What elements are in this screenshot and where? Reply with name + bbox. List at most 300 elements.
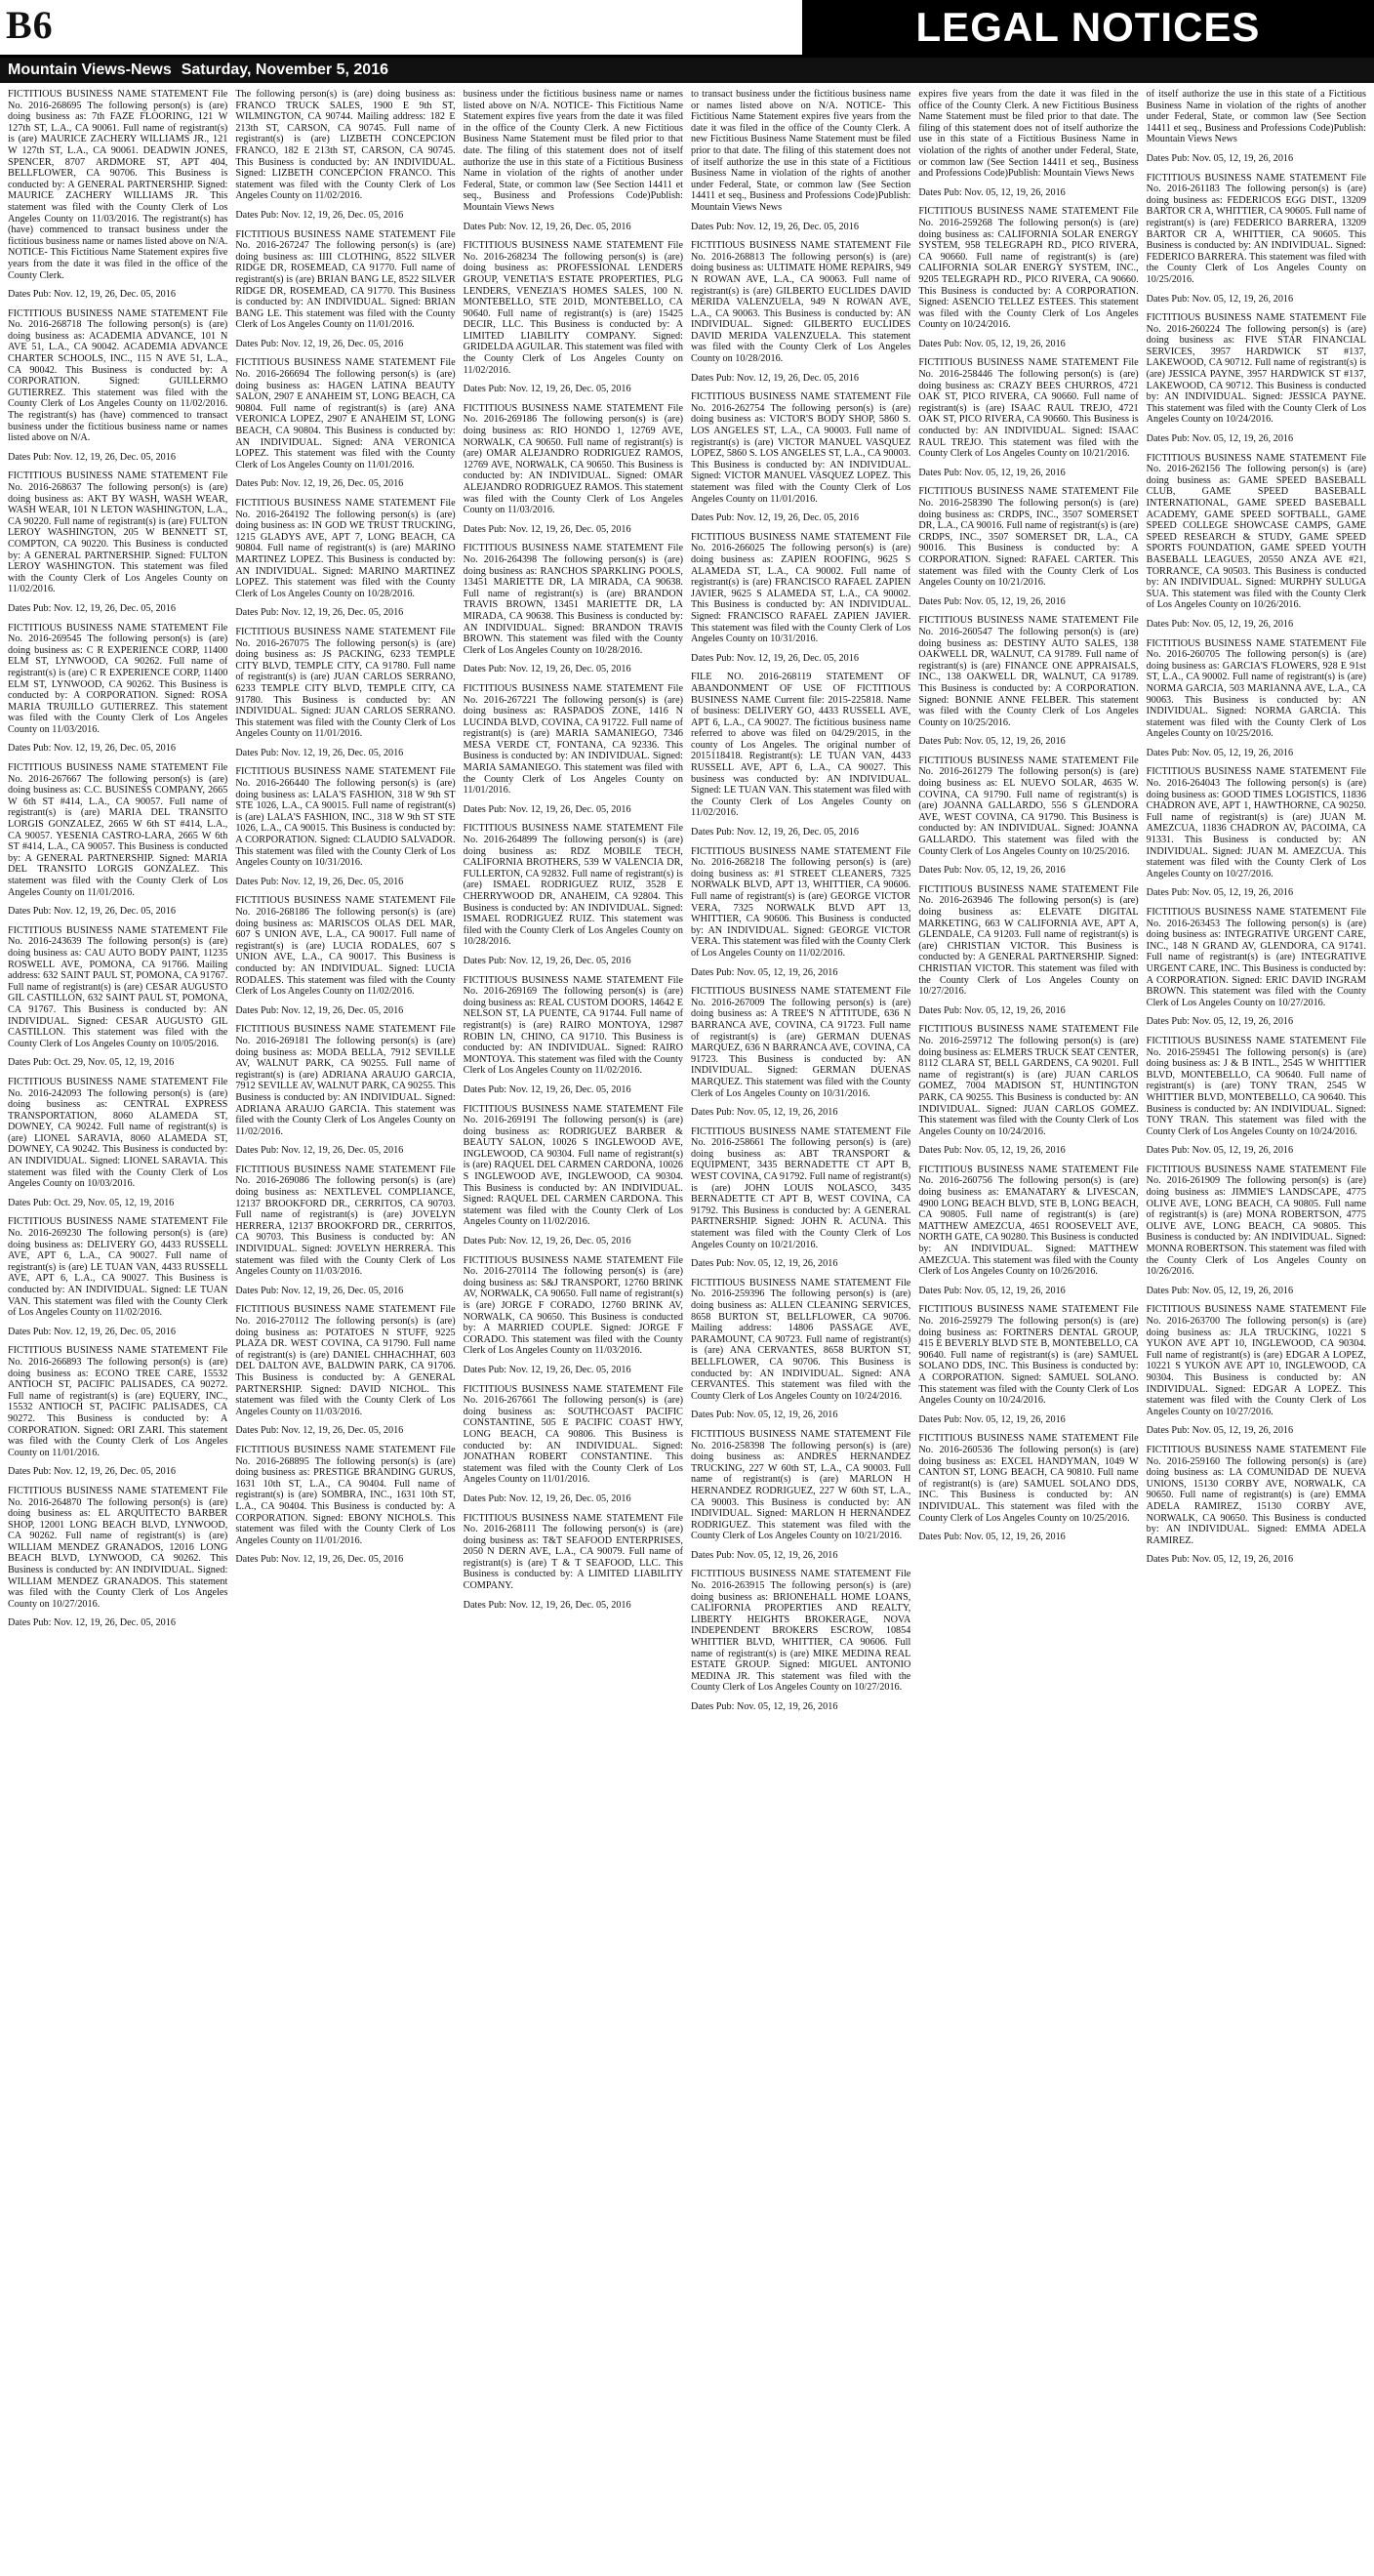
notice-heading: Dates Pub: Nov. 12, 19, 26, Dec. 05, 2016	[235, 1285, 404, 1296]
legal-notice	[1147, 173, 1366, 286]
notice-body: expires five years from the date it was filed in the office of the County Clerk. A new Fictitious Business Name Statement must be filed prior to that date. The filing of this statement does not of itself authorize the use in this state of a Fictitious Business Name in violation of the rights of another under Federal, State, or common law (See Section 14411 et seq., Business and Professions Code)Publish: Mountain Views News	[918, 89, 1139, 180]
legal-notice	[464, 664, 683, 675]
legal-notice	[1147, 766, 1366, 879]
legal-notice	[235, 229, 455, 331]
notice-heading: Dates Pub: Nov. 05, 12, 19, 26, 2016	[690, 966, 838, 978]
notice-body: The following person(s) is (are) doing business as: SOUTHCOAST PACIFIC CONSTANTINE, 505 E PACIFIC COAST HWY, LONG BEACH, CA 90806. This Business is conducted by: AN INDIVIDUAL. Signed: JONATHAN ROBERT CONSTANTINE. This statement was filed with the County Clerk of Los Angeles County on 11/01/2016.	[463, 1395, 683, 1486]
notice-heading: FICTITIOUS BUSINESS NAME STATEMENT File No. 2016-259451	[1146, 1035, 1366, 1058]
legal-notice	[235, 339, 455, 350]
legal-notice	[464, 384, 683, 395]
notice-heading: FICTITIOUS BUSINESS NAME STATEMENT File No. 2016-263700	[1146, 1304, 1366, 1327]
notice-heading: FICTITIOUS BUSINESS NAME STATEMENT File No. 2016-269181	[235, 1024, 456, 1046]
notice-heading: Dates Pub: Nov. 05, 12, 19, 26, 2016	[1146, 1285, 1294, 1296]
notice-column	[464, 89, 683, 2568]
notice-body: The following person(s) is (are) doing business as: FEDERICOS EGG DIST., 13209 BARTOR CR A, WHITTIER, CA 90605. Full name of registrant(s) is (are) FEDERICO BARRERA, 13209 BARTOR CR A, WHITTIER, CA 90605. This Business is conducted by: AN INDIVIDUAL. Signed: FEDERICO BARRERA. This statement was filed with the County Clerk of Los Angeles County on 10/25/2016.	[1146, 184, 1366, 285]
notice-heading: FICTITIOUS BUSINESS NAME STATEMENT File No. 2016-263453	[1146, 907, 1366, 929]
legal-notice	[918, 596, 1138, 608]
page-number: B6	[6, 3, 54, 47]
notices-columns	[0, 83, 1374, 2568]
legal-notice	[691, 1410, 910, 1421]
legal-notice	[918, 615, 1138, 728]
notice-heading: FICTITIOUS BUSINESS NAME STATEMENT File No. 2016-264899	[463, 823, 683, 846]
notice-heading: FICTITIOUS BUSINESS NAME STATEMENT File No. 2016-270114	[463, 1254, 683, 1278]
notice-heading: FICTITIOUS BUSINESS NAME STATEMENT File No. 2016-268186	[235, 895, 456, 918]
notice-heading: Dates Pub: Nov. 12, 19, 26, Dec. 05, 2016	[463, 384, 631, 395]
notice-body: The following person(s) is (are) doing business as: CRDPS, INC., 3507 SOMERSET DR, L.A., CA 90016. Full name of registrant(s) is (are) CRDPS, INC., 3507 SOMERSET DR, L.A., CA 90016. This Business is conducted by: A CORPORATION. Signed: RAFAEL CARTER. This statement was filed with the County Clerk of Los Angeles County on 10/21/2016.	[918, 498, 1139, 589]
notice-heading: Dates Pub: Nov. 12, 19, 26, Dec. 05, 2016	[463, 1084, 631, 1095]
legal-notice	[1147, 433, 1366, 445]
notice-heading: FICTITIOUS BUSINESS NAME STATEMENT File No. 2016-242093	[8, 1076, 228, 1099]
legal-notice	[464, 524, 683, 536]
notice-heading: FICTITIOUS BUSINESS NAME STATEMENT File No. 2016-266440	[235, 766, 456, 790]
notice-heading: FICTITIOUS BUSINESS NAME STATEMENT File No. 2016-266893	[8, 1345, 228, 1368]
section-title: LEGAL NOTICES	[915, 4, 1261, 50]
notice-heading: FICTITIOUS BUSINESS NAME STATEMENT File No. 2016-259712	[918, 1024, 1139, 1046]
notice-heading: FICTITIOUS BUSINESS NAME STATEMENT File No. 2016-268218	[690, 845, 911, 869]
legal-notice	[691, 1258, 910, 1270]
legal-notice	[464, 1104, 683, 1229]
notice-heading: FICTITIOUS BUSINESS NAME STATEMENT File No. 2016-259279	[918, 1304, 1139, 1327]
notice-heading: Dates Pub: Nov. 12, 19, 26, Dec. 05, 2016	[235, 607, 404, 619]
notice-column	[918, 89, 1138, 2568]
notice-body: The following person(s) is (are) doing business as: MARISCOS OLAS DEL MAR, 607 S UNION AVE, L.A., CA 90017. Full name of registrant(s) is (are) LUCIA RODALES, 607 S UNION AVE, L.A., CA 90017. This Business is conducted by: AN INDIVIDUAL. Signed: LUCIA RODALES. This statement was filed with the County Clerk of Los Angeles County on 11/02/2016.	[235, 907, 456, 998]
legal-notice	[464, 89, 683, 214]
notice-heading: Dates Pub: Nov. 12, 19, 26, Dec. 05, 2016	[463, 221, 631, 232]
notice-body: The following person(s) is (are) doing business as: T&T SEAFOOD ENTERPRISES, 2050 N DERN AVE, L.A., CA 90079. Full name of registrant(s) is (are) T & T SEAFOOD, LLC. This Business is conducted by: A LIMITED LIABILITY COMPANY.	[463, 1524, 683, 1592]
legal-notice	[235, 1005, 455, 1017]
legal-notice	[8, 308, 227, 444]
notice-heading: Dates Pub: Nov. 12, 19, 26, Dec. 05, 2016	[235, 747, 404, 758]
legal-notice	[8, 1466, 227, 1478]
legal-notice	[8, 452, 227, 464]
legal-notice	[464, 1084, 683, 1096]
section-title-banner	[802, 0, 1374, 55]
notice-body: The following person(s) is (are) doing business as: FORTNERS DENTAL GROUP, 415 E BEVERLY BLVD STE B, MONTEBELLO, CA 90640. Full name of registrant(s) is (are) SAMUEL SOLANO DDS, INC. This Business is conducted by: A CORPORATION. Signed: SAMUEL SOLANO. This statement was filed with the County Clerk of Los Angeles County on 10/24/2016.	[918, 1316, 1139, 1407]
notice-heading: Dates Pub: Nov. 12, 19, 26, Dec. 05, 2016	[463, 523, 631, 535]
notice-body: The following person(s) is (are) doing business as: EXCEL HANDYMAN, 1049 W CANTON ST, LONG BEACH, CA 90810. Full name of registrant(s) is (are) SAMUEL SOLANO DDS, INC. This Business is conducted by: AN INDIVIDUAL. This statement was filed with the County Clerk of Los Angeles County on 10/25/2016.	[918, 1444, 1139, 1524]
legal-notice	[918, 1165, 1138, 1278]
notice-body: The following person(s) is (are) doing business as: PRESTIGE BRANDING GURUS, 1631 10th ST, L.A., CA 90404. Full name of registrant(s) is (are) SOMBRA, INC., 1631 10th ST, L.A., CA 90404. This Business is conducted by: A CORPORATION. Signed: EBONY NICHOLS. This statement was filed with the County Clerk of Los Angeles County on 11/01/2016.	[235, 1455, 456, 1546]
notice-heading: Dates Pub: Nov. 05, 12, 19, 26, 2016	[918, 338, 1066, 349]
legal-notice	[235, 877, 455, 888]
notice-body: Current file: 2015-225818. Name of business: DELIVERY GO, 4433 RUSSELL AVE, APT 6, L.A., CA 90027. The fictitious business name referred to above was filed on 04/29/2015, in the county of Los Angeles. The original number of 2015118418. Registrant(s): LE TUAN VAN, 4433 RUSSELL AVE, APT 6, L.A., CA 90027. This business was conducted by: AN INDIVIDUAL. Signed: LE TUAN VAN. This statement was filed with the County Clerk of Los Angeles County on 11/02/2016.	[690, 694, 911, 819]
legal-notice	[1147, 1445, 1366, 1546]
notice-heading: FICTITIOUS BUSINESS NAME STATEMENT File No. 2016-267667	[8, 762, 228, 785]
notice-heading: Dates Pub: Nov. 12, 19, 26, Dec. 05, 2016	[690, 372, 859, 384]
notice-body: The following person(s) is (are) doing business as: RODRIGUEZ BARBER & BEAUTY SALON, 10026 S INGLEWOOD AVE, INGLEWOOD, CA 90304. Full name of registrant(s) is (are) RAQUEL DEL CARMEN CARDONA, 10026 S INGLEWOOD AVE, INGLEWOOD, CA 90304. This Business is conducted by: AN INDIVIDUAL. Signed: RAQUEL DEL CARMEN CARDONA. This statement was filed with the County Clerk of Los Angeles County on 11/02/2016.	[463, 1115, 683, 1228]
legal-notice	[464, 975, 683, 1077]
notice-heading: Dates Pub: Nov. 05, 12, 19, 26, 2016	[1146, 293, 1294, 305]
notice-heading: Dates Pub: Nov. 12, 19, 26, Dec. 05, 2016	[690, 652, 859, 664]
legal-notice	[464, 823, 683, 948]
notice-heading: Dates Pub: Nov. 12, 19, 26, Dec. 05, 2016	[235, 1004, 404, 1016]
notice-heading: FICTITIOUS BUSINESS NAME STATEMENT File No. 2016-260705	[1146, 637, 1366, 661]
notice-heading: FICTITIOUS BUSINESS NAME STATEMENT File No. 2016-270112	[235, 1304, 456, 1327]
legal-notice	[1147, 887, 1366, 899]
notice-body: The following person(s) is (are) doing business as: EL ARQUITECTO BARBER SHOP, 12001 LONG BEACH BLVD, LYNWOOD, CA 90262. Full name of registrant(s) is (are) WILLIAM MENDEZ GRANADOS, 12016 LONG BEACH BLVD, LYNWOOD, CA 90262. This Business is conducted by: AN INDIVIDUAL. Signed: WILLIAM MENDEZ GRANADOS. This statement was filed with the County Clerk of Los Angeles County on 10/27/2016.	[8, 1496, 228, 1610]
notice-heading: FICTITIOUS BUSINESS NAME STATEMENT File No. 2016-268718	[8, 307, 228, 331]
legal-notice	[8, 1077, 227, 1190]
notice-heading: Dates Pub: Nov. 05, 12, 19, 26, 2016	[690, 1107, 838, 1119]
notice-heading: Dates Pub: Nov. 12, 19, 26, Dec. 05, 2016	[8, 743, 176, 755]
legal-notice	[8, 906, 227, 918]
legal-notice	[691, 1126, 910, 1251]
notice-body: The following person(s) is (are) doing business as: S&J TRANSPORT, 12760 BRINK AV, NORWALK, CA 90650. Full name of registrant(s) is (are) JORGE F CORADO, 12760 BRINK AV, NORWALK, CA 90650. This Business is conducted by: A MARRIED COUPLE. Signed: JORGE F CORADO. This statement was filed with the County Clerk of Los Angeles County on 11/03/2016.	[463, 1266, 683, 1357]
legal-notice	[1147, 1145, 1366, 1157]
notice-heading: Dates Pub: Nov. 05, 12, 19, 26, 2016	[1146, 1425, 1294, 1437]
notice-body: The following person(s) is (are) doing business as: JS PACKING, 6233 TEMPLE CITY BLVD, TEMPLE CITY, CA 91780. Full name of registrant(s) is (are) JUAN CARLOS SERRANO, 6233 TEMPLE CITY BLVD, TEMPLE CITY, CA 91780. This Business is conducted by: AN INDIVIDUAL. Signed: JUAN CARLOS SERRANO. This statement was filed with the County Clerk of Los Angeles County on 11/01/2016.	[235, 637, 456, 740]
notice-body: The following person(s) is (are) doing business as: CRAZY BEES CHURROS, 4721 OAK ST, PICO RIVERA, CA 90660. Full name of registrant(s) is (are) ISAAC RAUL TREJO, 4721 OAK ST, PICO RIVERA, CA 90660. This Business is conducted by: AN INDIVIDUAL. Signed: ISAAC RAUL TREJO. This statement was filed with the County Clerk of Los Angeles County on 10/21/2016.	[918, 369, 1139, 460]
legal-notice	[691, 89, 910, 214]
legal-notice	[235, 210, 455, 222]
notice-body: The following person(s) is (are) doing business as: ZAPIEN ROOFING, 9625 S ALAMEDA ST, L.A., CA 90002. Full name of registrant(s) is (are) FRANCISCO RAFAEL ZAPIEN JAVIER, 9625 S ALAMEDA ST, L.A., CA 90002. This Business is conducted by: AN INDIVIDUAL. Signed: FRANCISCO RAFAEL ZAPIEN JAVIER. This statement was filed with the County Clerk of Los Angeles County on 10/31/2016.	[690, 543, 911, 645]
notice-body: The following person(s) is (are) doing business as: RIO HONDO 1, 12769 AVE, NORWALK, CA 90650. Full name of registrant(s) is (are) OMAR ALEJANDRO RODRIGUEZ RAMOS, 12769 AVE, NORWALK, CA 90650. This Business is conducted by: AN INDIVIDUAL. Signed: OMAR ALEJANDRO RODRIGUEZ RAMOS. This statement was filed with the County Clerk of Los Angeles County on 11/03/2016.	[463, 414, 683, 516]
notice-body: business under the fictitious business name or names listed above on N/A. NOTICE- This Fictitious Name Statement expires five years from the date it was filed in the office of the County Clerk. A new Fictitious Business Name Statement must be filed prior to that date. The filing of this statement does not of itself authorize the use in this state of a Fictitious Business Name in violation of the rights of another under Federal, State, or common law (See Section 14411 et seq., Business and Professions Code)Publish: Mountain Views News	[463, 89, 683, 213]
notice-body: The following person(s) is (are) doing business as: CAU AUTO BODY PAINT, 11235 ROSWELL AVE, POMONA, CA 91766. Mailing address: 632 SAINT PAUL ST, POMONA, CA 91767. Full name of registrant(s) is (are) CESAR AUGUSTO GIL CASTILLON, 632 SAINT PAUL ST, POMONA, CA 91767. This Business is conducted by: AN INDIVIDUAL. Signed: CESAR AUGUSTO GIL CASTILLON. This statement was filed with the County Clerk of Los Angeles County on 10/05/2016.	[8, 936, 228, 1049]
notice-heading: Dates Pub: Nov. 05, 12, 19, 26, 2016	[918, 1145, 1066, 1157]
notice-heading: Dates Pub: Nov. 05, 12, 19, 26, 2016	[1146, 1016, 1294, 1028]
notice-body: The following person(s) is (are) doing business as: ANDRES HERNANDEZ TRUCKING, 227 W 60th ST, L.A., CA 90003. Full name of registrant(s) is (are) MARLON H HERNANDEZ RODRIGUEZ, 227 W 60th ST, L.A., CA 90003. This Business is conducted by: AN INDIVIDUAL. Signed: MARLON H HERNANDEZ RODRIGUEZ. This statement was filed with the County Clerk of Los Angeles County on 10/21/2016.	[690, 1440, 911, 1542]
notice-heading: FICTITIOUS BUSINESS NAME STATEMENT File No. 2016-260547	[918, 615, 1139, 637]
legal-notice	[464, 1513, 683, 1592]
notice-heading: Dates Pub: Nov. 05, 12, 19, 26, 2016	[918, 1413, 1066, 1425]
notice-body: The following person(s) is (are) doing business as: GAME SPEED BASEBALL CLUB, GAME SPEED BASEBALL INTERNATIONAL, GAME SPEED BASEBALL ACADEMY, GAME SPEED SOFTBALL, GAME SPEED COLLEGE SHOWCASE CAMPS, GAME SPEED RESEARCH & STUDY, GAME SPEED SPORTS FOUNDATION, GAME SPEED YOUTH BASEBALL LEAGUES, 20550 ANZA AVE #21, TORRANCE, CA 90503. This Business is conducted by: AN INDIVIDUAL. Signed: MURPHY SULUGA SUA. This statement was filed with the County Clerk of Los Angeles County on 10/26/2016.	[1146, 464, 1366, 611]
notice-heading: FICTITIOUS BUSINESS NAME STATEMENT File No. 2016-268895	[235, 1444, 456, 1467]
legal-notice	[691, 827, 910, 838]
legal-notice	[8, 603, 227, 615]
legal-notice	[918, 89, 1138, 180]
notice-heading: Dates Pub: Nov. 12, 19, 26, Dec. 05, 2016	[463, 1599, 631, 1611]
notice-heading: FICTITIOUS BUSINESS NAME STATEMENT File No. 2016-267247	[235, 228, 456, 252]
notice-body: The following person(s) is (are) doing business as: CALIFORNIA SOLAR ENERGY SYSTEM, 958 TELEGRAPH RD., PICO RIVERA, CA 90660. Full name of registrant(s) is (are) CALIFORNIA SOLAR ENERGY SYSTEM, INC., 9205 TELEGRAPH RD., PICO RIVERA, CA 90660. This Business is conducted by: A CORPORATION. Signed: ASENCIO TELLEZ ESTEES. This statement was filed with the County Clerk of Los Angeles County on 10/24/2016.	[918, 217, 1139, 331]
legal-notice	[464, 1236, 683, 1247]
notice-heading: FILE NO. 2016-268119 STATEMENT OF ABANDONMENT OF USE OF FICTITIOUS BUSINESS NAME	[690, 672, 911, 706]
notice-body: The following person(s) is (are) doing business as: FIVE STAR FINANCIAL SERVICES, 3957 HARDWICK ST #137, LAKEWOOD, CA 90712. Full name of registrant(s) is (are) JESSICA PAYNE, 3957 HARDWICK ST #137, LAKEWOOD, CA 90712. This Business is conducted by: AN INDIVIDUAL. Signed: JESSICA PAYNE. This statement was filed with the County Clerk of Los Angeles County on 10/24/2016.	[1146, 323, 1366, 426]
legal-notice	[918, 1414, 1138, 1426]
notice-heading: Dates Pub: Nov. 12, 19, 26, Dec. 05, 2016	[463, 1492, 631, 1504]
notice-body: The following person(s) is (are) doing business as: A TREE'S N ATTITUDE, 636 N BARRANCA AVE, COVINA, CA 91723. Full name of registrant(s) is (are) GERMAN DUENAS MARQUEZ, 636 N BARRANCA AVE, COVINA, CA 91723. This Business is conducted by: AN INDIVIDUAL. Signed: GERMAN DUENAS MARQUEZ. This statement was filed with the County Clerk of Los Angeles County on 10/31/2016.	[690, 997, 911, 1099]
notice-heading: Dates Pub: Nov. 05, 12, 19, 26, 2016	[1146, 887, 1294, 899]
notice-heading: FICTITIOUS BUSINESS NAME STATEMENT File No. 2016-258661	[690, 1125, 911, 1149]
notice-heading: Dates Pub: Nov. 12, 19, 26, Dec. 05, 2016	[8, 906, 176, 918]
notice-heading: FICTITIOUS BUSINESS NAME STATEMENT File No. 2016-267221	[463, 682, 683, 706]
legal-notice	[1147, 312, 1366, 426]
notice-heading: Dates Pub: Nov. 05, 12, 19, 26, 2016	[1146, 1145, 1294, 1157]
notice-heading: FICTITIOUS BUSINESS NAME STATEMENT File No. 2016-268695	[8, 89, 228, 111]
notice-heading: FICTITIOUS BUSINESS NAME STATEMENT File No. 2016-268637	[8, 470, 228, 493]
notice-body: The following person(s) is (are) doing business as: CENTRAL EXPRESS TRANSPORTATION, 8060 ALAMEDA ST, DOWNEY, CA 90242. Full name of registrant(s) is (are) LIONEL SARAVIA, 8060 ALAMEDA ST, DOWNEY, CA 90242. This Business is conducted by: AN INDIVIDUAL. Signed: LIONEL SARAVIA. This statement was filed with the County Clerk of Los Angeles County on 10/03/2016.	[8, 1087, 228, 1190]
notice-body: The following person(s) is (are) doing business as: C R EXPERIENCE CORP, 11400 ELM ST, LYNWOOD, CA 90262. Full name of registrant(s) is (are) C R EXPERIENCE CORP, 11400 ELM ST, LYNWOOD, CA 90262. This Business is conducted by: A CORPORATION. Signed: ROSA MARIA TRUJILLO GUTIERREZ. This statement was filed with the County Clerk of Los Angeles County on 11/03/2016.	[8, 634, 228, 735]
notice-heading: Dates Pub: Nov. 05, 12, 19, 26, 2016	[918, 595, 1066, 607]
legal-notice	[1147, 294, 1366, 306]
legal-notice	[464, 240, 683, 376]
notice-heading: Dates Pub: Nov. 12, 19, 26, Dec. 05, 2016	[8, 1617, 176, 1629]
legal-notice	[235, 1554, 455, 1566]
legal-notice	[1147, 748, 1366, 759]
notice-heading: Dates Pub: Nov. 05, 12, 19, 26, 2016	[918, 865, 1066, 877]
notice-heading: FICTITIOUS BUSINESS NAME STATEMENT File No. 2016-258398	[690, 1428, 911, 1452]
notice-heading: FICTITIOUS BUSINESS NAME STATEMENT File No. 2016-269230	[8, 1216, 228, 1240]
notice-body: The following person(s) is (are) doing business as: RDZ MOBILE TECH, CALIFORNIA BROTHERS, 539 W VALENCIA DR, FULLERTON, CA 92832. Full name of registrant(s) is (are) ISMAEL RODRIGUEZ RUIZ, 3528 E CHERRYWOOD DR, ANAHEIM, CA 92804. This Business is conducted by: AN INDIVIDUAL. Signed: ISMAEL RODRIGUEZ RUIZ. This statement was filed with the County Clerk of Los Angeles County on 10/28/2016.	[463, 835, 683, 948]
notice-body: The following person(s) is (are) doing business as: ELEVATE DIGITAL MARKETING, 663 W CALIFORNIA AVE, APT A, GLENDALE, CA 91203. Full name of registrant(s) is (are) CHRISTIAN VICTOR. This Business is conducted by: A GENERAL PARTNERSHIP. Signed: CHRISTIAN VICTOR. This statement was filed with the County Clerk of Los Angeles County on 10/27/2016.	[918, 895, 1139, 998]
notice-body: The following person(s) is (are) doing business as: IIII CLOTHING, 8522 SILVER RIDGE DR, ROSEMEAD, CA 91770. Full name of registrant(s) is (are) BRIAN BANG LE, 8522 SILVER RIDGE DR, ROSEMEAD, CA 91770. This Business is conducted by: AN INDIVIDUAL. Signed: BRIAN BANG LE. This statement was filed with the County Clerk of Los Angeles County on 11/01/2016.	[235, 240, 456, 331]
legal-notice	[1147, 1304, 1366, 1417]
notice-heading: FICTITIOUS BUSINESS NAME STATEMENT File No. 2016-266694	[235, 357, 456, 381]
notice-body: The following person(s) is (are) doing business as: ALLEN CLEANING SERVICES, 8658 BURTON ST, BELLFLOWER, CA 90706. Mailing address: 14806 PASSAGE AVE, PARAMOUNT, CA 90723. Full name of registrant(s) is (are) ANA CERVANTES, 8658 BURTON ST, BELLFLOWER, CA 90706. This Business is conducted by: AN INDIVIDUAL. Signed: ANA CERVANTES. This statement was filed with the County Clerk of Los Angeles County on 10/24/2016.	[690, 1288, 911, 1402]
notice-heading: FICTITIOUS BUSINESS NAME STATEMENT File No. 2016-269086	[235, 1164, 456, 1187]
notice-heading: FICTITIOUS BUSINESS NAME STATEMENT File No. 2016-264398	[463, 543, 683, 565]
notice-heading: FICTITIOUS BUSINESS NAME STATEMENT File No. 2016-264043	[1146, 766, 1366, 790]
notice-heading: Dates Pub: Nov. 05, 12, 19, 26, 2016	[690, 1701, 838, 1712]
notice-heading: Dates Pub: Nov. 05, 12, 19, 26, 2016	[690, 1258, 838, 1270]
notice-heading: FICTITIOUS BUSINESS NAME STATEMENT File No. 2016-266025	[690, 531, 911, 554]
notice-body: The following person(s) is (are) doing business as: ABT TRANSPORT & EQUIPMENT, 3435 BERNADETTE CT APT B, WEST COVINA, CA 91792. Full name of registrant(s) is (are) JOHN LOUIS NOLASCO, 3435 BERNADETTE CT APT B, WEST COVINA, CA 91792. This Business is conducted by: A GENERAL PARTNERSHIP. Signed: JOHN R. ACUNA. This statement was filed with the County Clerk of Los Angeles County on 10/21/2016.	[690, 1137, 911, 1250]
legal-notice	[8, 289, 227, 301]
legal-notice	[235, 478, 455, 490]
page-header	[0, 0, 1374, 58]
notice-heading: FICTITIOUS BUSINESS NAME STATEMENT File No. 2016-243639	[8, 924, 228, 948]
legal-notice	[691, 512, 910, 524]
legal-notice	[691, 1569, 910, 1694]
notice-body: The following person(s) is (are) doing business as: DESTINY AUTO SALES, 138 OAKWELL DR, WALNUT, CA 91789. Full name of registrant(s) is (are) FINANCE ONE APPRAISALS, INC., 138 OAKWELL DR, WALNUT, CA 91789. This Business is conducted by: A CORPORATION. Signed: BONNIE ANNE FELBER. This statement was filed with the County Clerk of Los Angeles County on 10/25/2016.	[918, 626, 1139, 728]
notice-body: The following person(s) is (are) doing business as: LA COMUNIDAD DE NUEVA UNIONS, 15130 CORBY AVE, NORWALK, CA 90650. Full name of registrant(s) is (are) EMMA ADELA RAMIREZ, 15130 CORBY AVE, NORWALK, CA 90650. This Business is conducted by: AN INDIVIDUAL. Signed: EMMA ADELA RAMIREZ.	[1146, 1455, 1366, 1546]
notice-body: The following person(s) is (are) doing business as: INTEGRATIVE URGENT CARE, INC., 148 N GRAND AV, GLENDORA, CA 91741. Full name of registrant(s) is (are) INTEGRATIVE URGENT CARE, INC. This Business is conducted by: A CORPORATION. Signed: ERIC DAVID INGRAM BROWN. This statement was filed with the County Clerk of Los Angeles County on 10/27/2016.	[1146, 918, 1366, 1008]
legal-notice	[1147, 1016, 1366, 1028]
notice-heading: FICTITIOUS BUSINESS NAME STATEMENT File No. 2016-268813	[690, 240, 911, 263]
legal-notice	[8, 1327, 227, 1338]
notice-heading: Dates Pub: Nov. 12, 19, 26, Dec. 05, 2016	[8, 1326, 176, 1337]
notice-body: to transact business under the fictitious business name or names listed above on N/A. NOTICE- This Fictitious Name Statement expires five years from the date it was filed in the office of the County Clerk. A new Fictitious Business Name Statement must be filed prior to that date. The filing of this statement does not of itself authorize the use in this state of a Fictitious Business Name in violation of the rights of another under Federal, State, or common law (See Section 14411 et seq., Business and Professions Code)Publish: Mountain Views News	[690, 89, 911, 213]
notice-heading: Dates Pub: Nov. 05, 12, 19, 26, 2016	[918, 186, 1066, 198]
legal-notice	[8, 762, 227, 898]
notice-heading: FICTITIOUS BUSINESS NAME STATEMENT File No. 2016-268234	[463, 240, 683, 263]
legal-notice	[8, 1198, 227, 1209]
legal-notice	[464, 403, 683, 516]
notice-body: The following person(s) is (are) doing business as: ECONO TREE CARE, 15532 ANTIOCH ST, PACIFIC PALISADES, CA 90272. Full name of registrant(s) is (are) EQUERY, INC., 15532 ANTIOCH ST, PACIFIC PALISADES, CA 90272. This Business is conducted by: A CORPORATION. Signed: ORI ZARI. This statement was filed with the County Clerk of Los Angeles County on 11/01/2016.	[8, 1356, 228, 1458]
legal-notice	[918, 1304, 1138, 1406]
notice-heading: Dates Pub: Nov. 12, 19, 26, Dec. 05, 2016	[235, 1425, 404, 1437]
notice-heading: FICTITIOUS BUSINESS NAME STATEMENT File No. 2016-261183	[1146, 172, 1366, 195]
legal-notice	[691, 653, 910, 665]
notice-heading: FICTITIOUS BUSINESS NAME STATEMENT File No. 2016-262754	[690, 391, 911, 414]
notice-heading: Dates Pub: Nov. 05, 12, 19, 26, 2016	[918, 1285, 1066, 1296]
legal-notice	[235, 1445, 455, 1546]
publication-date: Saturday, November 5, 2016	[181, 61, 388, 78]
legal-notice	[691, 967, 910, 979]
legal-notice	[918, 187, 1138, 199]
legal-notice	[1147, 1165, 1366, 1278]
notice-body: The following person(s) is (are) doing business as: PROFESSIONAL LENDERS GROUP, VENETIA'S ESTATE PROPERTIES, PLG LENDERS, VENEZIA'S HOMES SALES, 100 N. MONTEBELLO, STE 201D, MONTEBELLO, CA 90640. Full name of registrant(s) is (are) 15425 DECIR, LLC. This Business is conducted by: A LIMITED LIABILITY COMPANY. Signed: GRIDELDA AGUILAR. This statement was filed with the County Clerk of Los Angeles County on 11/02/2016.	[463, 251, 683, 376]
legal-notice	[1147, 1036, 1366, 1137]
legal-notice	[8, 1216, 227, 1318]
legal-notice	[918, 756, 1138, 857]
legal-notice	[918, 1532, 1138, 1543]
notice-heading: FICTITIOUS BUSINESS NAME STATEMENT File No. 2016-260224	[1146, 312, 1366, 335]
legal-notice	[235, 766, 455, 868]
notice-heading: Dates Pub: Nov. 12, 19, 26, Dec. 05, 2016	[463, 955, 631, 966]
notice-heading: FICTITIOUS BUSINESS NAME STATEMENT File No. 2016-267075	[235, 626, 456, 649]
notice-heading: FICTITIOUS BUSINESS NAME STATEMENT File No. 2016-259160	[1146, 1444, 1366, 1467]
notice-body: The following person(s) is (are) doing business as: J & B INTL., 2545 W WHITTIER BLVD, MONTEBELLO, CA 90640. Full name of registrant(s) is (are) TONY TRAN, 2545 W WHITTIER BLVD, MONTEBELLO, CA 90640. This Business is conducted by: AN INDIVIDUAL. Signed: TONY TRAN. This statement was filed with the County Clerk of Los Angeles County on 10/24/2016.	[1146, 1046, 1366, 1137]
notice-heading: Dates Pub: Nov. 12, 19, 26, Dec. 05, 2016	[235, 876, 404, 887]
legal-notice	[918, 1145, 1138, 1157]
notice-body: The following person(s) is (are) doing business as: REAL CUSTOM DOORS, 14642 E NELSON ST, LA PUENTE, CA 91744. Full name of registrant(s) is (are) RAIRO MONTOYA, 12987 ROBIN LN, CHINO, CA 91710. This Business is conducted by: AN INDIVIDUAL. Signed: RAIRO MONTOYA. This statement was filed with the County Clerk of Los Angeles County on 11/02/2016.	[463, 986, 683, 1077]
legal-notice	[8, 1345, 227, 1458]
notice-heading: FICTITIOUS BUSINESS NAME STATEMENT File No. 2016-267661	[463, 1383, 683, 1407]
notice-heading: Dates Pub: Nov. 05, 12, 19, 26, 2016	[918, 1004, 1066, 1016]
publication-name: Mountain Views-News	[8, 61, 172, 78]
notice-body: of itself authorize the use in this state of a Fictitious Business Name in violation of the rights of another under Federal, State, or common law (See Section 14411 et seq., Business and Professions Code)Publish: Mountain Views News	[1146, 89, 1366, 145]
notice-heading: FICTITIOUS BUSINESS NAME STATEMENT File No. 2016-262156	[1146, 452, 1366, 475]
notice-body: The following person(s) is (are) doing business as: EMANATARY & LIVESCAN, 4900 LONG BEACH BLVD, STE B, LONG BEACH, CA 90805. Full name of registrant(s) is (are) MATTHEW AMEZCUA, 4651 ROOSEVELT AVE, NORTH GATE, CA 90280. This Business is conducted by: AN INDIVIDUAL. Signed: MATTHEW AMEZCUA. This statement was filed with the County Clerk of Los Angeles County on 10/26/2016.	[918, 1175, 1139, 1278]
notice-heading: FICTITIOUS BUSINESS NAME STATEMENT File No. 2016-269545	[8, 622, 228, 645]
notice-heading: Dates Pub: Nov. 12, 19, 26, Dec. 05, 2016	[8, 1466, 176, 1478]
notice-heading: Dates Pub: Nov. 12, 19, 26, Dec. 05, 2016	[690, 221, 859, 232]
legal-notice	[464, 222, 683, 233]
notice-heading: Dates Pub: Nov. 12, 19, 26, Dec. 05, 2016	[463, 803, 631, 815]
legal-notice	[918, 1024, 1138, 1137]
notice-body: The following person(s) is (are) doing business as: DELIVERY GO, 4433 RUSSELL AVE, APT 6, L.A., CA 90027. Full name of registrant(s) is (are) LE TUAN VAN, 4433 RUSSELL AVE, APT 6, L.A., CA 90027. This Business is conducted by: AN INDIVIDUAL. Signed: LE TUAN VAN. This statement was filed with the County Clerk of Los Angeles County on 11/02/2016.	[8, 1228, 228, 1319]
notice-heading: Dates Pub: Nov. 12, 19, 26, Dec. 05, 2016	[463, 664, 631, 675]
legal-notice	[8, 623, 227, 736]
legal-notice	[918, 884, 1138, 998]
legal-notice	[918, 865, 1138, 877]
legal-notice	[235, 607, 455, 619]
legal-notice	[464, 543, 683, 656]
legal-notice	[464, 1255, 683, 1357]
legal-notice	[464, 804, 683, 816]
notice-heading: Dates Pub: Nov. 12, 19, 26, Dec. 05, 2016	[690, 512, 859, 524]
legal-notice	[235, 1425, 455, 1437]
notice-heading: FICTITIOUS BUSINESS NAME STATEMENT File No. 2016-264870	[8, 1485, 228, 1508]
notice-body: The following person(s) is (are) doing business as: ACADEMIA ADVANCE, 101 N AVE 51, L.A., CA 90042. ACADEMIA ADVANCE CHARTER SCHOOLS, INC., 115 N AVE 51, L.A., CA 90042. This Business is conducted by: A CORPORATION. Signed: GUILLERMO GUTIERREZ. This statement was filed with the County Clerk of Los Angeles County on 11/02/2016. The registrant(s) has (have) commenced to transact business under the fictitious business name or names listed above on N/A.	[8, 319, 228, 444]
notice-heading: Dates Pub: Nov. 12, 19, 26, Dec. 05, 2016	[463, 1364, 631, 1375]
notice-body: The following person(s) is (are) doing business as: VICTOR'S BODY SHOP, 5860 S. LOS ANGELES ST, L.A., CA 90003. Full name of registrant(s) is (are) VICTOR MANUEL VASQUEZ LOPEZ, 5860 S. LOS ANGELES ST, L.A., CA 90003. This Business is conducted by: AN INDIVIDUAL. Signed: VICTOR MANUEL VASQUEZ LOPEZ. This statement was filed with the County Clerk of Los Angeles County on 11/01/2016.	[690, 402, 911, 505]
legal-notice	[8, 1617, 227, 1629]
legal-notice	[235, 1304, 455, 1417]
notice-heading: Dates Pub: Nov. 05, 12, 19, 26, 2016	[918, 736, 1066, 748]
legal-notice	[691, 391, 910, 505]
legal-notice	[8, 89, 227, 281]
legal-notice	[235, 1286, 455, 1297]
notice-body: The following person(s) is (are) doing business as: FRANCO TRUCK SALES, 1900 E 9th ST, WILMINGTON, CA 90744. Mailing address: 182 E 213th ST, CARSON, CA 90745. Full name of registrant(s) is (are) LIZBETH CONCEPCION FRANCO, 182 E 213th ST, CARSON, CA 90745. This Business is conducted by: AN INDIVIDUAL. Signed: LIZBETH CONCEPCION FRANCO. This statement was filed with the County Clerk of Los Angeles County on 11/02/2016.	[235, 89, 456, 202]
notice-heading: Dates Pub: Nov. 05, 12, 19, 26, 2016	[918, 467, 1066, 478]
legal-notice	[918, 1433, 1138, 1524]
notice-body: The following person(s) is (are) doing business as: RANCHOS SPARKLING POOLS, 13451 MARIETTE DR, LA MIRADA, CA 90638. Full name of registrant(s) is (are) BRANDON TRAVIS BROWN, 13451 MARIETTE DR, LA MIRADA, CA 90638. This Business is conducted by: AN INDIVIDUAL. Signed: BRANDON TRAVIS BROWN. This statement was filed with the County Clerk of Los Angeles County on 10/28/2016.	[463, 553, 683, 656]
notice-heading: FICTITIOUS BUSINESS NAME STATEMENT File No. 2016-258390	[918, 486, 1139, 509]
notice-body: The following person(s) is (are) doing business as: GARCIA'S FLOWERS, 928 E 91st ST, L.A., CA 90002. Full name of registrant(s) is (are) NORMA GARCIA, 503 MARIANNA AVE, L.A., CA 90063. This Business is conducted by: AN INDIVIDUAL. Signed: NORMA GARCIA. This statement was filed with the County Clerk of Los Angeles County on 10/25/2016.	[1146, 649, 1366, 740]
notice-column	[691, 89, 910, 2568]
notice-body: The following person(s) is (are) doing business as: BRIONEHALL HOME LOANS, CALIFORNIA PROPERTIES AND REALTY, LIBERTY HEIGHTS BROKERAGE, NOVA INDEPENDENT BROKERS ESCROW, 10854 WHITTIER BLVD, WHITTIER, CA 90606. Full name of registrant(s) is (are) MIKE MEDINA REAL ESTATE GROUP. Signed: MIGUEL ANTONIO MEDINA JR. This statement was filed with the County Clerk of Los Angeles County on 10/27/2016.	[690, 1580, 911, 1694]
legal-notice	[691, 672, 910, 819]
notice-body: The following person(s) is (are) doing business as: JIMMIE'S LANDSCAPE, 4775 OLIVE AVE, LONG BEACH, CA 90805. Full name of registrant(s) is (are) MONA ROBERTSON, 4775 OLIVE AVE, LONG BEACH, CA 90805. This Business is conducted by: AN INDIVIDUAL. Signed: MONNA ROBERTSON. This statement was filed with the County Clerk of Los Angeles County on 10/26/2016.	[1146, 1175, 1366, 1278]
notice-column	[8, 89, 227, 2568]
legal-notice	[691, 846, 910, 960]
notice-heading: FICTITIOUS BUSINESS NAME STATEMENT File No. 2016-269191	[463, 1103, 683, 1126]
legal-notice	[1147, 89, 1366, 145]
legal-notice	[691, 373, 910, 385]
notice-heading: FICTITIOUS BUSINESS NAME STATEMENT File No. 2016-269186	[463, 402, 683, 426]
publication-bar	[0, 58, 1374, 83]
notice-body: The following person(s) is (are) doing business as: C.C. BUSINESS COMPANY, 2665 W 6th ST #414, L.A., CA 90057. Full name of registrant(s) is (are) MARIA DEL TRANSITO LORGIS GONZALEZ, 2665 W 6th ST #414, L.A., CA 90057. YESENIA CASTRO-LARA, 2665 W 6th ST #414, L.A., CA 90057. This Business is conducted by: A GENERAL PARTNERSHIP. Signed: MARIA DEL TRANSITO LORGIS GONZALEZ. This statement was filed with the County Clerk of Los Angeles County on 11/01/2016.	[8, 773, 228, 898]
notice-body: The following person(s) is (are) doing business as: 7th FAZE FLOORING, 121 W 127th ST, L.A., CA 90061. Full name of registrant(s) is (are) MAURICE ZACHERY WILLIAMS JR., 121 W 127th ST, L.A., CA 90061. DEADWIN JONES, SPENCER, 8707 ARDMORE ST, APT 404, BELLFLOWER, CA 90706. This Business is conducted by: A GENERAL PARTNERSHIP. Signed: MAURICE ZACHERY WILLIAMS JR. This statement was filed with the County Clerk of Los Angeles County on 11/03/2016. The registrant(s) has (have) commenced to transact business under the fictitious business name or names listed above on N/A. NOTICE- This Fictitious Name Statement expires five years from the date it was filed in the office of the County Clerk.	[8, 100, 228, 281]
legal-notice	[8, 1057, 227, 1069]
legal-notice	[464, 956, 683, 967]
legal-notice	[464, 1600, 683, 1612]
legal-notice	[235, 748, 455, 759]
notice-heading: FICTITIOUS BUSINESS NAME STATEMENT File No. 2016-258446	[918, 357, 1139, 381]
legal-notice	[918, 736, 1138, 748]
notice-heading: Dates Pub: Nov. 05, 12, 19, 26, 2016	[1146, 747, 1294, 758]
notice-body: The following person(s) is (are) doing business as: JLA TRUCKING, 10221 S YUKON AVE APT 10, INGLEWOOD, CA 90304. Full name of registrant(s) is (are) EDGAR A LOPEZ, 10221 S YUKON AVE APT 10, INGLEWOOD, CA 90304. This Business is conducted by: AN INDIVIDUAL. Signed: EDGAR A LOPEZ. This statement was filed with the County Clerk of Los Angeles County on 10/27/2016.	[1146, 1316, 1366, 1417]
notice-body: The following person(s) is (are) doing business as: LALA'S FASHION, 318 W 9th ST STE 1026, L.A., CA 90015. Full name of registrant(s) is (are) LALA'S FASHION, INC., 318 W 9th ST STE 1026, L.A., CA 90015. This Business is conducted by: A CORPORATION. Signed: CLAUDIO SALVADOR. This statement was filed with the County Clerk of Los Angeles County on 10/31/2016.	[235, 778, 456, 869]
legal-notice	[918, 1286, 1138, 1297]
legal-notice	[464, 683, 683, 797]
notice-body: The following person(s) is (are) doing business as: HAGEN LATINA BEAUTY SALON, 2907 E ANAHEIM ST, LONG BEACH, CA 90804. Full name of registrant(s) is (are) ANA VERONICA LOPEZ, 2907 E ANAHEIM ST, LONG BEACH, CA 90804. This Business is conducted by: AN INDIVIDUAL. Signed: ANA VERONICA LOPEZ. This statement was filed with the County Clerk of Los Angeles County on 11/01/2016.	[235, 369, 456, 470]
notice-body: The following person(s) is (are) doing business as: RASPADOS ZONE, 1416 N LUCINDA BLVD, COVINA, CA 91722. Full name of registrant(s) is (are) MARIA SAMANIEGO, 7346 MESA VERDE CT, FONTANA, CA 92336. This Business is conducted by: AN INDIVIDUAL. Signed: MARIA SAMANIEGO. This statement was filed with the County Clerk of Los Angeles County on 11/01/2016.	[463, 694, 683, 797]
legal-notice	[691, 1429, 910, 1542]
legal-notice	[691, 240, 910, 365]
notice-heading: FICTITIOUS BUSINESS NAME STATEMENT File No. 2016-269169	[463, 974, 683, 998]
legal-notice	[691, 1278, 910, 1403]
legal-notice	[691, 222, 910, 233]
notice-heading: FICTITIOUS BUSINESS NAME STATEMENT File No. 2016-263946	[918, 883, 1139, 907]
notice-heading: Dates Pub: Nov. 12, 19, 26, Dec. 05, 2016	[8, 289, 176, 301]
notice-body: The following person(s) is (are) doing business as: GOOD TIMES LOGISTICS, 11836 CHADRON AVE, APT 1, HAWTHORNE, CA 90250. Full name of registrant(s) is (are) JUAN M. AMEZCUA, 11836 CHADRON AV, PACOIMA, CA 91331. This Business is conducted by: AN INDIVIDUAL. Signed: JUAN M. AMEZCUA. This statement was filed with the County Clerk of Los Angeles County on 10/27/2016.	[1146, 778, 1366, 879]
legal-notice	[1147, 153, 1366, 165]
notice-body: The following person(s) is (are) doing business as: NEXTLEVEL COMPLIANCE, 12137 BROOKFORD DR., CERRITOS, CA 90703. Full name of registrant(s) is (are) JOVELYN HERRERA, 12137 BROOKFORD DR., CERRITOS, CA 90703. This Business is conducted by: AN INDIVIDUAL. Signed: JOVELYN HERRERA. This statement was filed with the County Clerk of Los Angeles County on 11/03/2016.	[235, 1175, 456, 1278]
notice-body: The following person(s) is (are) doing business as: #1 STREET CLEANERS, 7325 NORWALK BLVD, APT 13, WHITTIER, CA 90606. Full name of registrant(s) is (are) GEORGE VICTOR VERA, 7325 NORWALK BLVD APT 13, WHITTIER, CA 90606. This Business is conducted by: AN INDIVIDUAL. Signed: GEORGE VICTOR VERA. This statement was filed with the County Clerk of Los Angeles County on 11/02/2016.	[690, 857, 911, 959]
notice-heading: Dates Pub: Nov. 05, 12, 19, 26, 2016	[1146, 1554, 1294, 1566]
legal-notice	[691, 1701, 910, 1713]
legal-notice	[918, 468, 1138, 479]
legal-notice	[235, 1145, 455, 1157]
legal-notice	[235, 895, 455, 997]
legal-notice	[1147, 453, 1366, 611]
notice-body: The following person(s) is (are) doing business as: ELMERS TRUCK SEAT CENTER, 8112 CLARA ST, BELL GARDENS, CA 90201. Full name of registrant(s) is (are) JUAN CARLOS GOMEZ, 7004 MADISON ST, HUNTINGTON PARK, CA 90255. This Business is conducted by: AN INDIVIDUAL. Signed: JUAN CARLOS GOMEZ. This statement was filed with the County Clerk of Los Angeles County on 10/24/2016.	[918, 1035, 1139, 1137]
legal-notice	[235, 627, 455, 740]
legal-notice	[691, 986, 910, 1099]
legal-notice	[464, 1365, 683, 1376]
notice-column	[1147, 89, 1366, 2568]
notice-heading: Dates Pub: Nov. 12, 19, 26, Dec. 05, 2016	[463, 1236, 631, 1247]
notice-heading: Dates Pub: Nov. 12, 19, 26, Dec. 05, 2016	[8, 451, 176, 463]
notice-heading: Dates Pub: Nov. 05, 12, 19, 26, 2016	[1146, 618, 1294, 630]
legal-notice	[8, 470, 227, 595]
notice-heading: Dates Pub: Nov. 12, 19, 26, Dec. 05, 2016	[235, 1554, 404, 1566]
notice-heading: Dates Pub: Oct. 29, Nov. 05, 12, 19, 2016	[8, 1197, 175, 1208]
legal-notice	[918, 486, 1138, 588]
legal-notice	[464, 1493, 683, 1505]
notice-heading: Dates Pub: Nov. 05, 12, 19, 26, 2016	[690, 1410, 838, 1421]
notice-heading: FICTITIOUS BUSINESS NAME STATEMENT File No. 2016-261909	[1146, 1164, 1366, 1187]
notice-heading: FICTITIOUS BUSINESS NAME STATEMENT File No. 2016-263915	[690, 1569, 911, 1592]
legal-notice	[691, 1107, 910, 1119]
legal-notice	[464, 1384, 683, 1486]
notice-heading: Dates Pub: Nov. 12, 19, 26, Dec. 05, 2016	[235, 478, 404, 490]
legal-notice	[235, 357, 455, 470]
legal-notice	[8, 743, 227, 755]
notice-heading: Dates Pub: Nov. 12, 19, 26, Dec. 05, 2016	[8, 602, 176, 614]
notice-heading: FICTITIOUS BUSINESS NAME STATEMENT File No. 2016-267009	[690, 986, 911, 1008]
legal-notice	[1147, 638, 1366, 740]
notice-body: The following person(s) is (are) doing business as: MODA BELLA, 7912 SEVILLE AV, WALNUT PARK, CA 90255. Full name of registrant(s) is (are) ADRIANA ARAUJO GARCIA, 7912 SEVILLE AV, WALNUT PARK, CA 90255. This Business is conducted by: AN INDIVIDUAL. Signed: ADRIANA ARAUJO GARCIA. This statement was filed with the County Clerk of Los Angeles County on 11/02/2016.	[235, 1035, 456, 1137]
notice-body: The following person(s) is (are) doing business as: IN GOD WE TRUST TRUCKING, 1215 GLADYS AVE, APT 7, LONG BEACH, CA 90804. Full name of registrant(s) is (are) MARINO MARTINEZ LOPEZ. This Business is conducted by: AN INDIVIDUAL. Signed: MARINO MARTINEZ LOPEZ. This statement was filed with the County Clerk of Los Angeles County on 10/28/2016.	[235, 509, 456, 599]
notice-heading: Dates Pub: Nov. 12, 19, 26, Dec. 05, 2016	[235, 1145, 404, 1157]
notice-heading: Dates Pub: Nov. 05, 12, 19, 26, 2016	[918, 1532, 1066, 1543]
legal-notice	[1147, 1554, 1366, 1566]
legal-notice	[235, 498, 455, 599]
